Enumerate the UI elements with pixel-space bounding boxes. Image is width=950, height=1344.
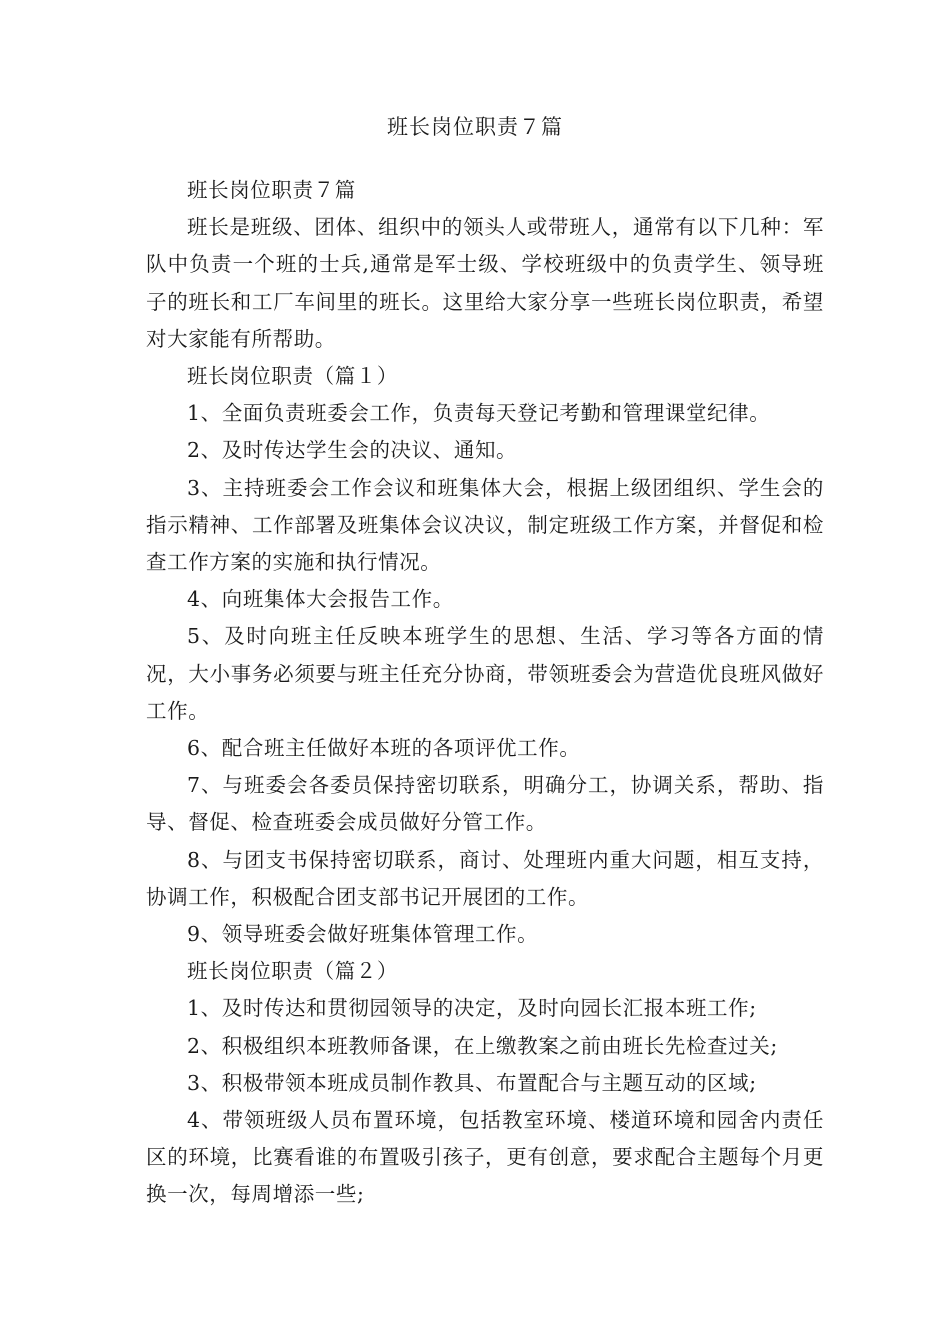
list-item: 6、配合班主任做好本班的各项评优工作。 <box>187 736 581 761</box>
list-item: 1、及时传达和贯彻园领导的决定，及时向园长汇报本班工作; <box>187 996 757 1021</box>
list-item: 7、与班委会各委员保持密切联系，明确分工，协调关系，帮助、指导、督促、检查班委会成员做好分管工作。 <box>146 773 824 835</box>
paragraph-subtitle: 班长岗位职责７篇 <box>187 178 356 202</box>
list-item: 9、领导班委会做好班集体管理工作。 <box>187 922 539 947</box>
list-item: 4、向班集体大会报告工作。 <box>187 587 454 612</box>
list-item: 4、带领班级人员布置环境，包括教室环境、楼道环境和园舍内责任区的环境，比赛看谁的布置吸引孩子，更有创意，要求配合主题每个月更换一次，每周增添一些; <box>146 1108 824 1207</box>
document-title: 班长岗位职责７篇 <box>387 115 563 139</box>
list-item: 2、及时传达学生会的决议、通知。 <box>187 438 518 463</box>
document-body <box>146 172 824 1214</box>
list-item: 2、积极组织本班教师备课，在上缴教案之前由班长先检查过关; <box>187 1033 778 1058</box>
paragraph-intro: 班长是班级、团体、组织中的领头人或带班人，通常有以下几种：军队中负责一个班的士兵,通常是军士级、学校班级中的负责学生、领导班子的班长和工厂车间里的班长。这里给大家分享一些班长岗位职责，希望对大家能有所帮助。 <box>146 215 824 351</box>
section-heading-1: 班长岗位职责（篇１） <box>187 364 398 389</box>
section-heading-2: 班长岗位职责（篇２） <box>187 959 398 984</box>
list-item: 1、全面负责班委会工作，负责每天登记考勤和管理课堂纪律。 <box>187 401 771 426</box>
list-item: 3、主持班委会工作会议和班集体大会，根据上级团组织、学生会的指示精神、工作部署及班集体会议决议，制定班级工作方案，并督促和检查工作方案的实施和执行情况。 <box>146 475 824 575</box>
list-item: 8、与团支书保持密切联系，商讨、处理班内重大问题，相互支持，协调工作，积极配合团支部书记开展团的工作。 <box>146 847 824 909</box>
list-item: 5、及时向班主任反映本班学生的思想、生活、学习等各方面的情况，大小事务必须要与班主任充分协商，带领班委会为营造优良班风做好工作。 <box>146 624 824 723</box>
list-item: 3、积极带领本班成员制作教具、布置配合与主题互动的区域; <box>187 1070 757 1095</box>
